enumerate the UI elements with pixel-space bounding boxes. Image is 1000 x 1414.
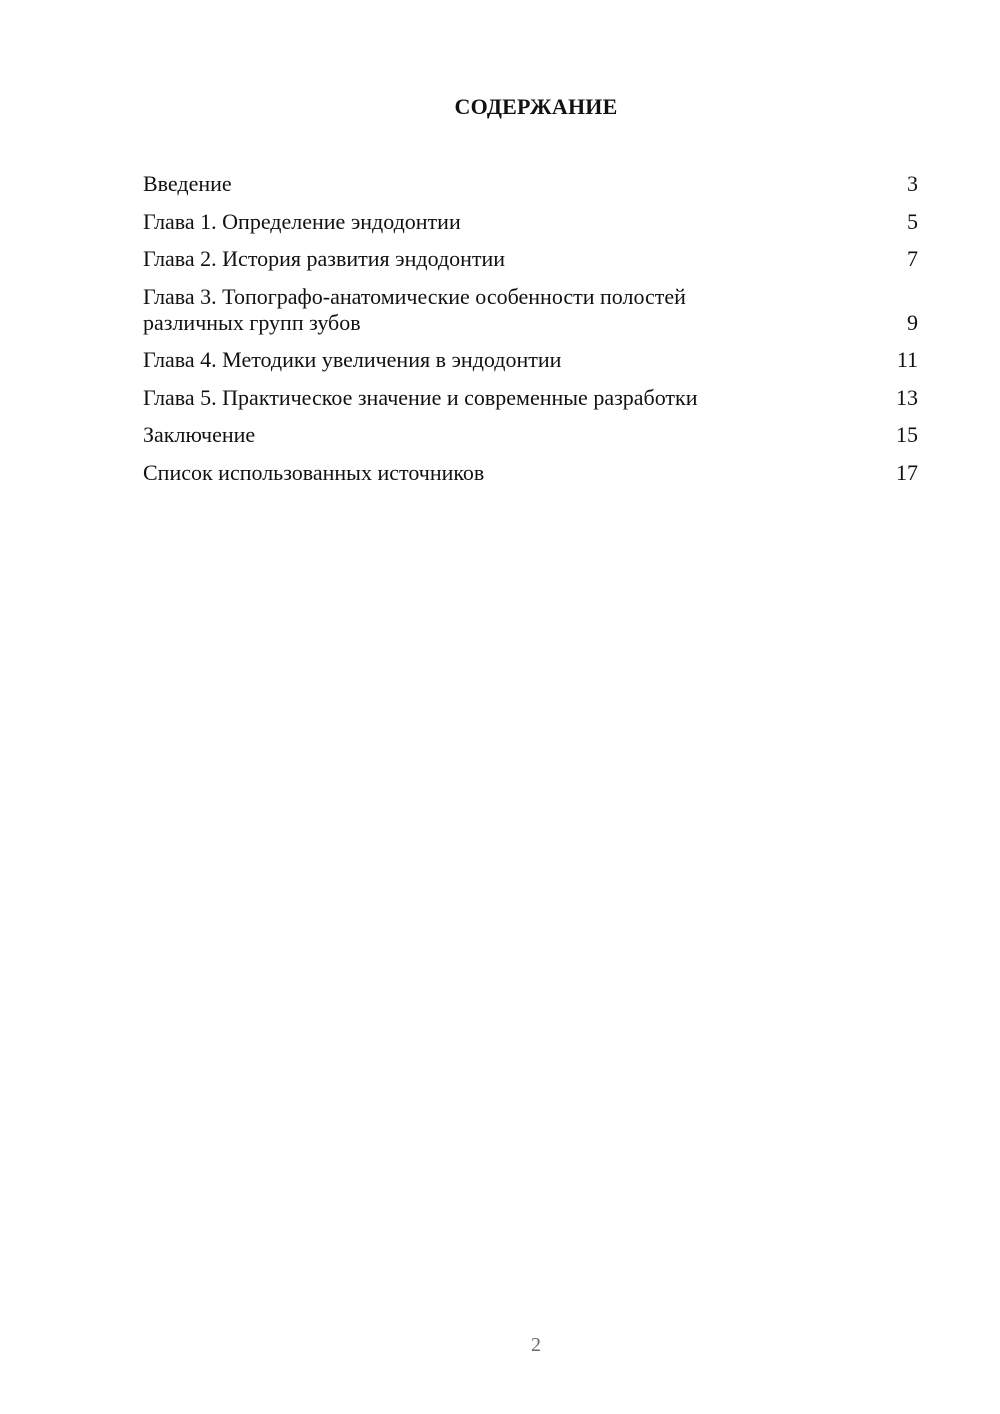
- toc-entry-page: 11: [896, 347, 918, 372]
- toc-entry-chapter-4: [143, 347, 918, 373]
- toc-entry-chapter-3: [143, 284, 918, 336]
- toc-entry-label: Введение: [143, 171, 232, 196]
- toc-entry-page: 17: [896, 459, 918, 485]
- page-title: СОДЕРЖАНИЕ: [454, 94, 618, 119]
- toc-entry-label: Глава 5. Практическое значение и современные разработки: [143, 384, 698, 410]
- toc-entry-page: 9: [907, 309, 918, 335]
- table-of-contents: [143, 171, 918, 497]
- toc-entry-page: 13: [896, 384, 918, 410]
- toc-entry-chapter-5: [143, 385, 918, 411]
- toc-entry-chapter-1: [143, 209, 918, 235]
- toc-entry-page: 7: [907, 246, 918, 271]
- page-number: 2: [531, 1334, 541, 1356]
- toc-entry-page: 15: [896, 422, 918, 447]
- toc-entry-label: Глава 3. Топографо-анатомические особенности полостей различных групп зубов: [143, 283, 686, 335]
- toc-entry-label: Глава 2. История развития эндодонтии: [143, 246, 506, 271]
- toc-entry-page: 5: [907, 208, 918, 234]
- toc-entry-label: Глава 4. Методики увеличения в эндодонтии: [143, 347, 562, 372]
- toc-entry-page: 3: [907, 171, 918, 196]
- toc-entry-label: Заключение: [143, 422, 256, 447]
- toc-entry-references: [143, 460, 918, 486]
- toc-entry-introduction: [143, 171, 918, 197]
- toc-entry-conclusion: [143, 422, 918, 448]
- toc-entry-label: Глава 1. Определение эндодонтии: [143, 208, 461, 234]
- toc-entry-chapter-2: [143, 246, 918, 272]
- toc-entry-label: Список использованных источников: [143, 459, 485, 485]
